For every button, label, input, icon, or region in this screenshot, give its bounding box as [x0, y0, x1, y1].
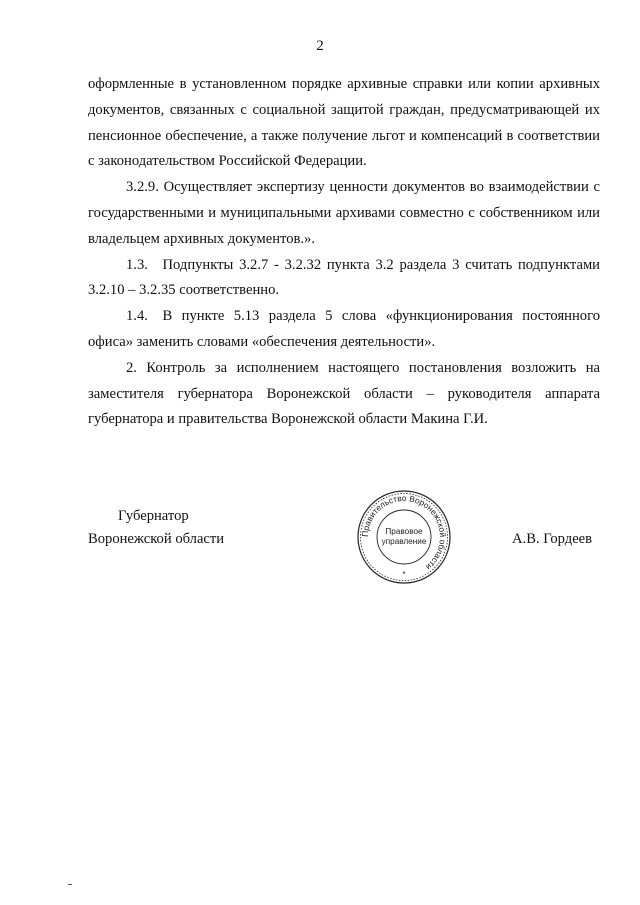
signatory-position: Губернатор — [118, 508, 189, 524]
seal-ring-text: Правительство Воронежской области — [359, 492, 449, 573]
paragraph-2: 2. Контроль за исполнением настоящего постановления возложить на заместителя губернатора Воронежской области – руководителя аппарата губернатора и правительства Воронежской области Макина Г.И. — [88, 359, 600, 428]
seal-center-line1: Правовое — [385, 527, 423, 536]
official-seal-stamp — [356, 489, 452, 585]
paragraph-continuation: оформленные в установленном порядке архивные справки или копии архивных документов, связанных с социальной защитой граждан, предусматривающей их пенсионное обеспечение, а также получение льгот и компенсаций в соответствии с законодательством Российской Федерации. — [88, 76, 600, 170]
margin-mark — [68, 884, 72, 885]
signatory-name: А.В. Гордеев — [512, 531, 593, 547]
paragraph-3-2-9: 3.2.9. Осуществляет экспертизу ценности документов во взаимодействии с государственными и муниципальными архивами совместно с собственником или владельцем архивных документов.». — [88, 179, 600, 247]
seal-center-line2: управление — [381, 537, 427, 546]
paragraph-1-3: 1.3. Подпункты 3.2.7 - 3.2.32 пункта 3.2 раздела 3 считать подпунктами 3.2.10 – 3.2.35 соответственно. — [88, 256, 600, 299]
seal-star-icon: * — [402, 570, 406, 579]
paragraph-1-4: 1.4. В пункте 5.13 раздела 5 слова «функционирования постоянного офиса» заменить словами «обеспечения деятельности». — [88, 308, 600, 350]
document-body — [88, 72, 600, 433]
signatory-title — [88, 505, 224, 551]
signatory-region: Воронежской области — [88, 531, 225, 547]
seal-graphic — [356, 489, 452, 585]
page-number: 2 — [316, 38, 324, 54]
